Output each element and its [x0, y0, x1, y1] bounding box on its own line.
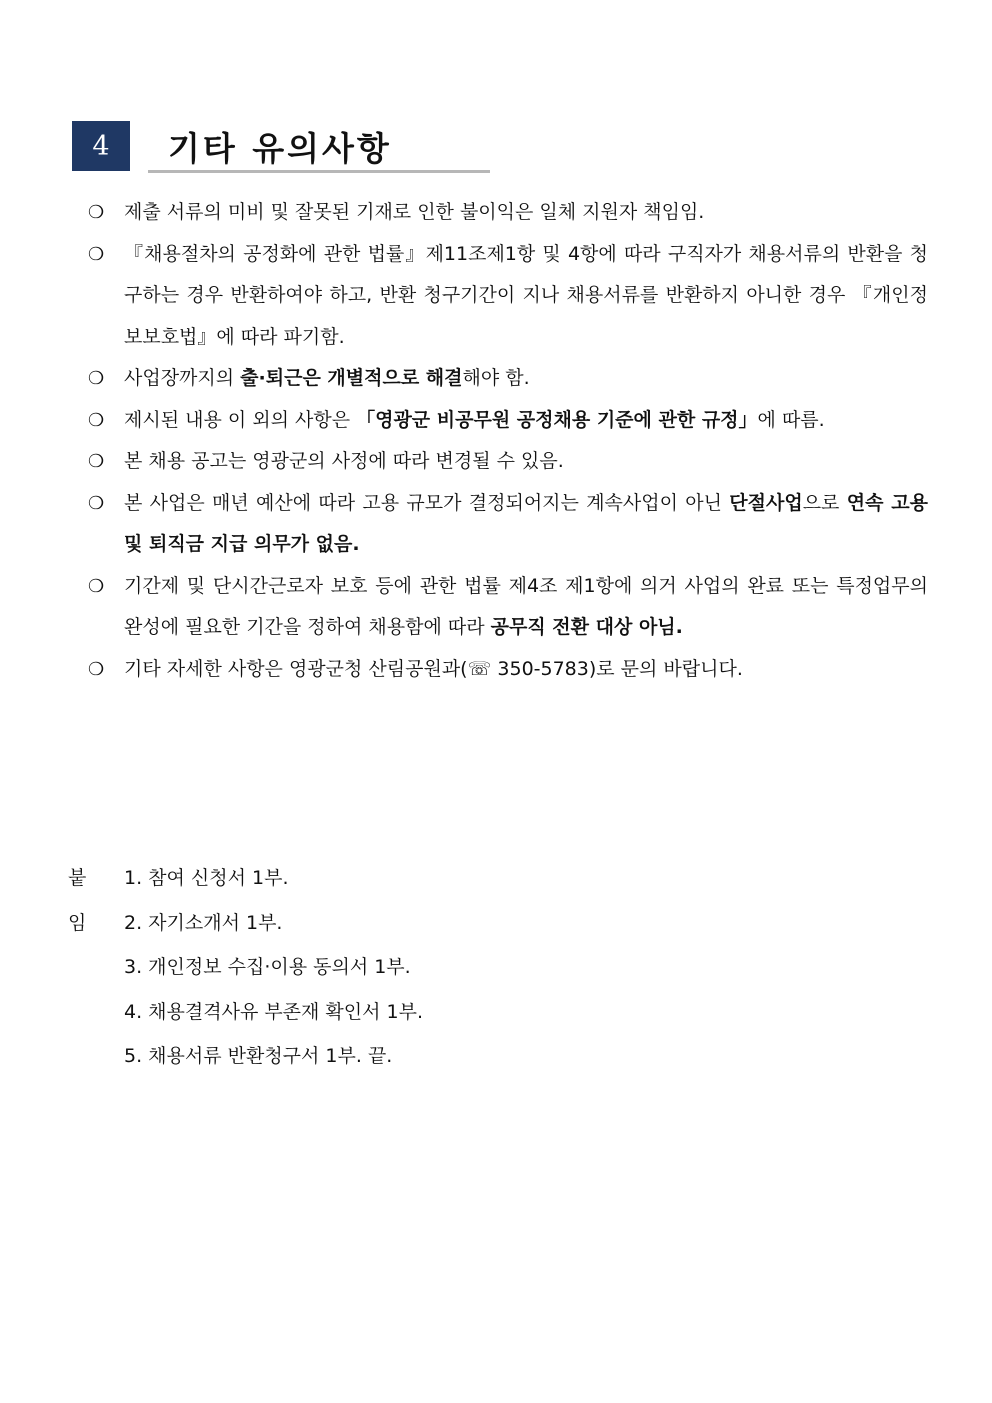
note-item	[88, 358, 928, 400]
note-item	[88, 483, 928, 566]
section-title-underline	[148, 170, 490, 173]
section-number-box	[72, 121, 130, 171]
attachment-item: 1. 참여 신청서 1부.	[124, 867, 289, 889]
note-item	[88, 400, 928, 442]
note-text: 제시된 내용 이 외의 사항은	[124, 408, 357, 431]
note-text: 사업장까지의	[124, 367, 241, 389]
note-text-bold: 출·퇴근은 개별적으로 해결	[240, 367, 463, 389]
notes-list	[88, 192, 928, 690]
attachments-list	[124, 856, 423, 1079]
note-item	[88, 234, 928, 359]
note-item	[88, 649, 928, 691]
note-item	[88, 566, 928, 649]
bullet-circle-icon: ❍	[88, 658, 105, 680]
note-item	[88, 192, 928, 234]
section-header	[72, 121, 492, 173]
note-text: 본 채용 공고는 영광군의 사정에 따라 변경될 수 있음.	[124, 450, 564, 472]
note-text: 제출 서류의 미비 및 잘못된 기재로 인한 불이익은 일체 지원자 책임임.	[124, 201, 705, 223]
bullet-circle-icon: ❍	[88, 243, 105, 265]
note-text: 기타 자세한 사항은 영광군청 산림공원과(☏ 350-5783)로 문의 바랍니다.	[124, 657, 743, 680]
note-text-bold: 연속 고용 및 퇴직금 지급 의무가 없음.	[124, 491, 929, 555]
bullet-circle-icon: ❍	[88, 368, 105, 389]
attachment-item: 5. 채용서류 반환청구서 1부. 끝.	[124, 1045, 393, 1067]
bullet-circle-icon: ❍	[88, 202, 105, 223]
bullet-circle-icon: ❍	[88, 451, 105, 472]
note-item	[88, 441, 928, 483]
bullet-circle-icon: ❍	[88, 409, 105, 431]
note-text-bold: 단절사업	[729, 491, 803, 514]
attachment-item: 3. 개인정보 수집·이용 동의서 1부.	[124, 956, 411, 978]
bullet-circle-icon: ❍	[88, 575, 105, 597]
note-text: 에 따름.	[757, 408, 825, 431]
attachments-label: 붙임	[68, 867, 87, 934]
note-text: 으로	[802, 491, 847, 514]
attachment-item: 4. 채용결격사유 부존재 확인서 1부.	[124, 1000, 424, 1023]
note-text: 『채용절차의 공정화에 관한 법률』제11조제1항 및 4항에 따라 구직자가 채용서류의 반환을 청구하는 경우 반환하여야 하고, 반환 청구기간이 지나 채용서류를 반환하지 아니한 경우 『개인정보보호법』에 따라 파기함.	[124, 242, 928, 348]
note-text: 기간제 및 단시간근로자 보호 등에 관한 법률 제4조 제1항에 의거 사업의 완료 또는 특정업무의 완성에 필요한 기간을 정하여 채용함에 따라	[124, 574, 928, 638]
attachment-item: 2. 자기소개서 1부.	[124, 911, 283, 934]
bullet-circle-icon: ❍	[88, 492, 105, 514]
note-text-bold: 공무직 전환 대상 아님.	[490, 616, 683, 638]
note-text-bold: 「영광군 비공무원 공정채용 기준에 관한 규정」	[356, 408, 758, 431]
note-text: 해야 함.	[462, 367, 530, 389]
section-number: 4	[92, 130, 110, 162]
section-title: 기타 유의사항	[168, 129, 392, 168]
note-text: 본 사업은 매년 예산에 따라 고용 규모가 결정되어지는 계속사업이 아닌	[124, 491, 730, 514]
